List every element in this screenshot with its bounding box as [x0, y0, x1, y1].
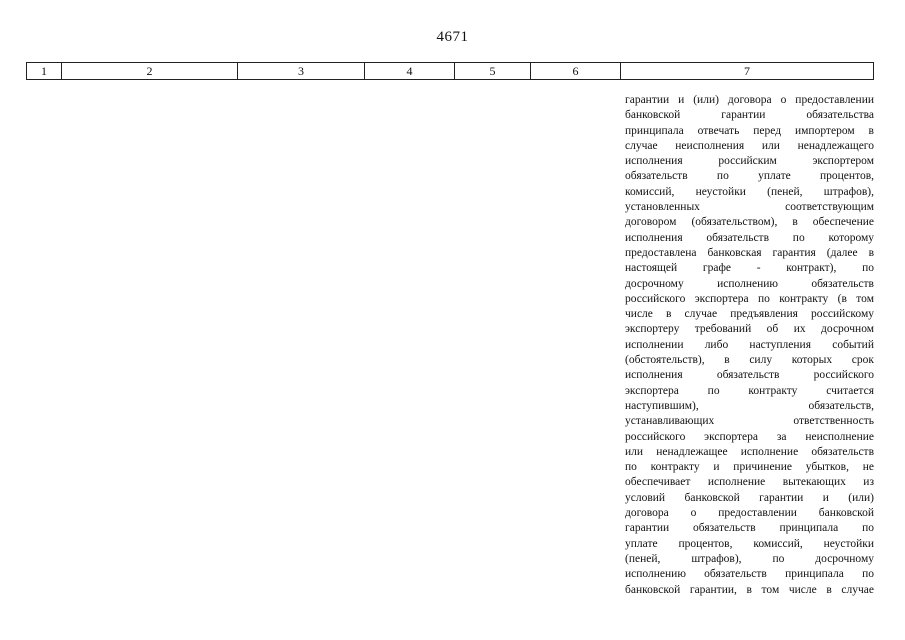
- column-7-text-line: российского экспортера за неисполнение: [625, 430, 874, 443]
- page-number: 4671: [436, 29, 469, 45]
- column-7-text-line: комиссий, неустойки (пеней, штрафов),: [625, 185, 874, 198]
- column-7-text-line: гарантии и (или) договора о предоставлении: [625, 94, 874, 106]
- column-7-text: [625, 93, 874, 598]
- column-7-text-line: банковской гарантии обязательства: [625, 109, 874, 122]
- column-7-text-line: условий банковской гарантии и (или): [625, 491, 874, 504]
- column-7-text-line: досрочному исполнению обязательств: [625, 277, 874, 290]
- column-7-text-line: уплате процентов, комиссий, неустойки: [625, 537, 874, 550]
- column-7-text-line: наступившим), обязательств,: [625, 399, 874, 412]
- column-7-text-line: экспортера по контракту считается: [625, 384, 874, 397]
- table-header-cell-2: 2: [62, 63, 238, 79]
- column-7-text-line: экспортеру требований об их досрочном: [625, 323, 874, 336]
- table-header-row: [26, 62, 874, 80]
- column-7-text-line: договором (обязательством), в обеспечение: [625, 216, 874, 229]
- table-header-cell-3: 3: [238, 63, 365, 79]
- column-7-text-line: устанавливающих ответственность: [625, 415, 874, 428]
- table-header-cell-7: 7: [744, 64, 750, 78]
- column-7-text-line: случае неисполнения или ненадлежащего: [625, 139, 874, 152]
- column-7-text-line: гарантии обязательств принципала по: [625, 522, 874, 535]
- column-7-text-line: (пеней, штрафов), по досрочному: [625, 552, 874, 565]
- column-7-text-line: исполнению обязательств принципала по: [625, 568, 874, 581]
- column-7-text-line: предоставлена банковская гарантия (далее в: [625, 246, 874, 259]
- column-7-text-line: договора о предоставлении банковской: [625, 507, 874, 520]
- column-7-text-line: числе в случае предъявления российскому: [625, 308, 874, 321]
- column-7-text-line: обеспечивает исполнение вытекающих из: [625, 476, 874, 489]
- table-header-cell-6: 6: [531, 63, 621, 79]
- column-7-text-line: (обстоятельств), в силу которых срок: [625, 354, 874, 367]
- table-header-cell-4: 4: [365, 63, 455, 79]
- column-7-text-line: исполнения обязательств по которому: [625, 231, 874, 244]
- column-7-text-line: исполнения российским экспортером: [625, 155, 874, 168]
- column-7-text-line: или ненадлежащее исполнение обязательств: [625, 445, 874, 458]
- column-7-text-line: обязательств по уплате процентов,: [625, 170, 874, 183]
- table-header-cell-5: 5: [455, 63, 531, 79]
- column-7-text-line: российского экспортера по контракту (в том: [625, 292, 874, 305]
- table-header-cell-1: 1: [27, 63, 62, 79]
- column-7-text-line: принципала отвечать перед импортером в: [625, 124, 874, 137]
- column-7-text-line: исполнения обязательств российского: [625, 369, 874, 382]
- column-7-text-line: настоящей графе - контракт), по: [625, 262, 874, 275]
- column-7-text-line: по контракту и причинение убытков, не: [625, 461, 874, 474]
- column-7-text-line: банковской гарантии, в том числе в случае: [625, 583, 874, 596]
- column-7-text-line: исполнении либо наступления событий: [625, 338, 874, 351]
- column-7-text-line: установленных соответствующим: [625, 201, 874, 214]
